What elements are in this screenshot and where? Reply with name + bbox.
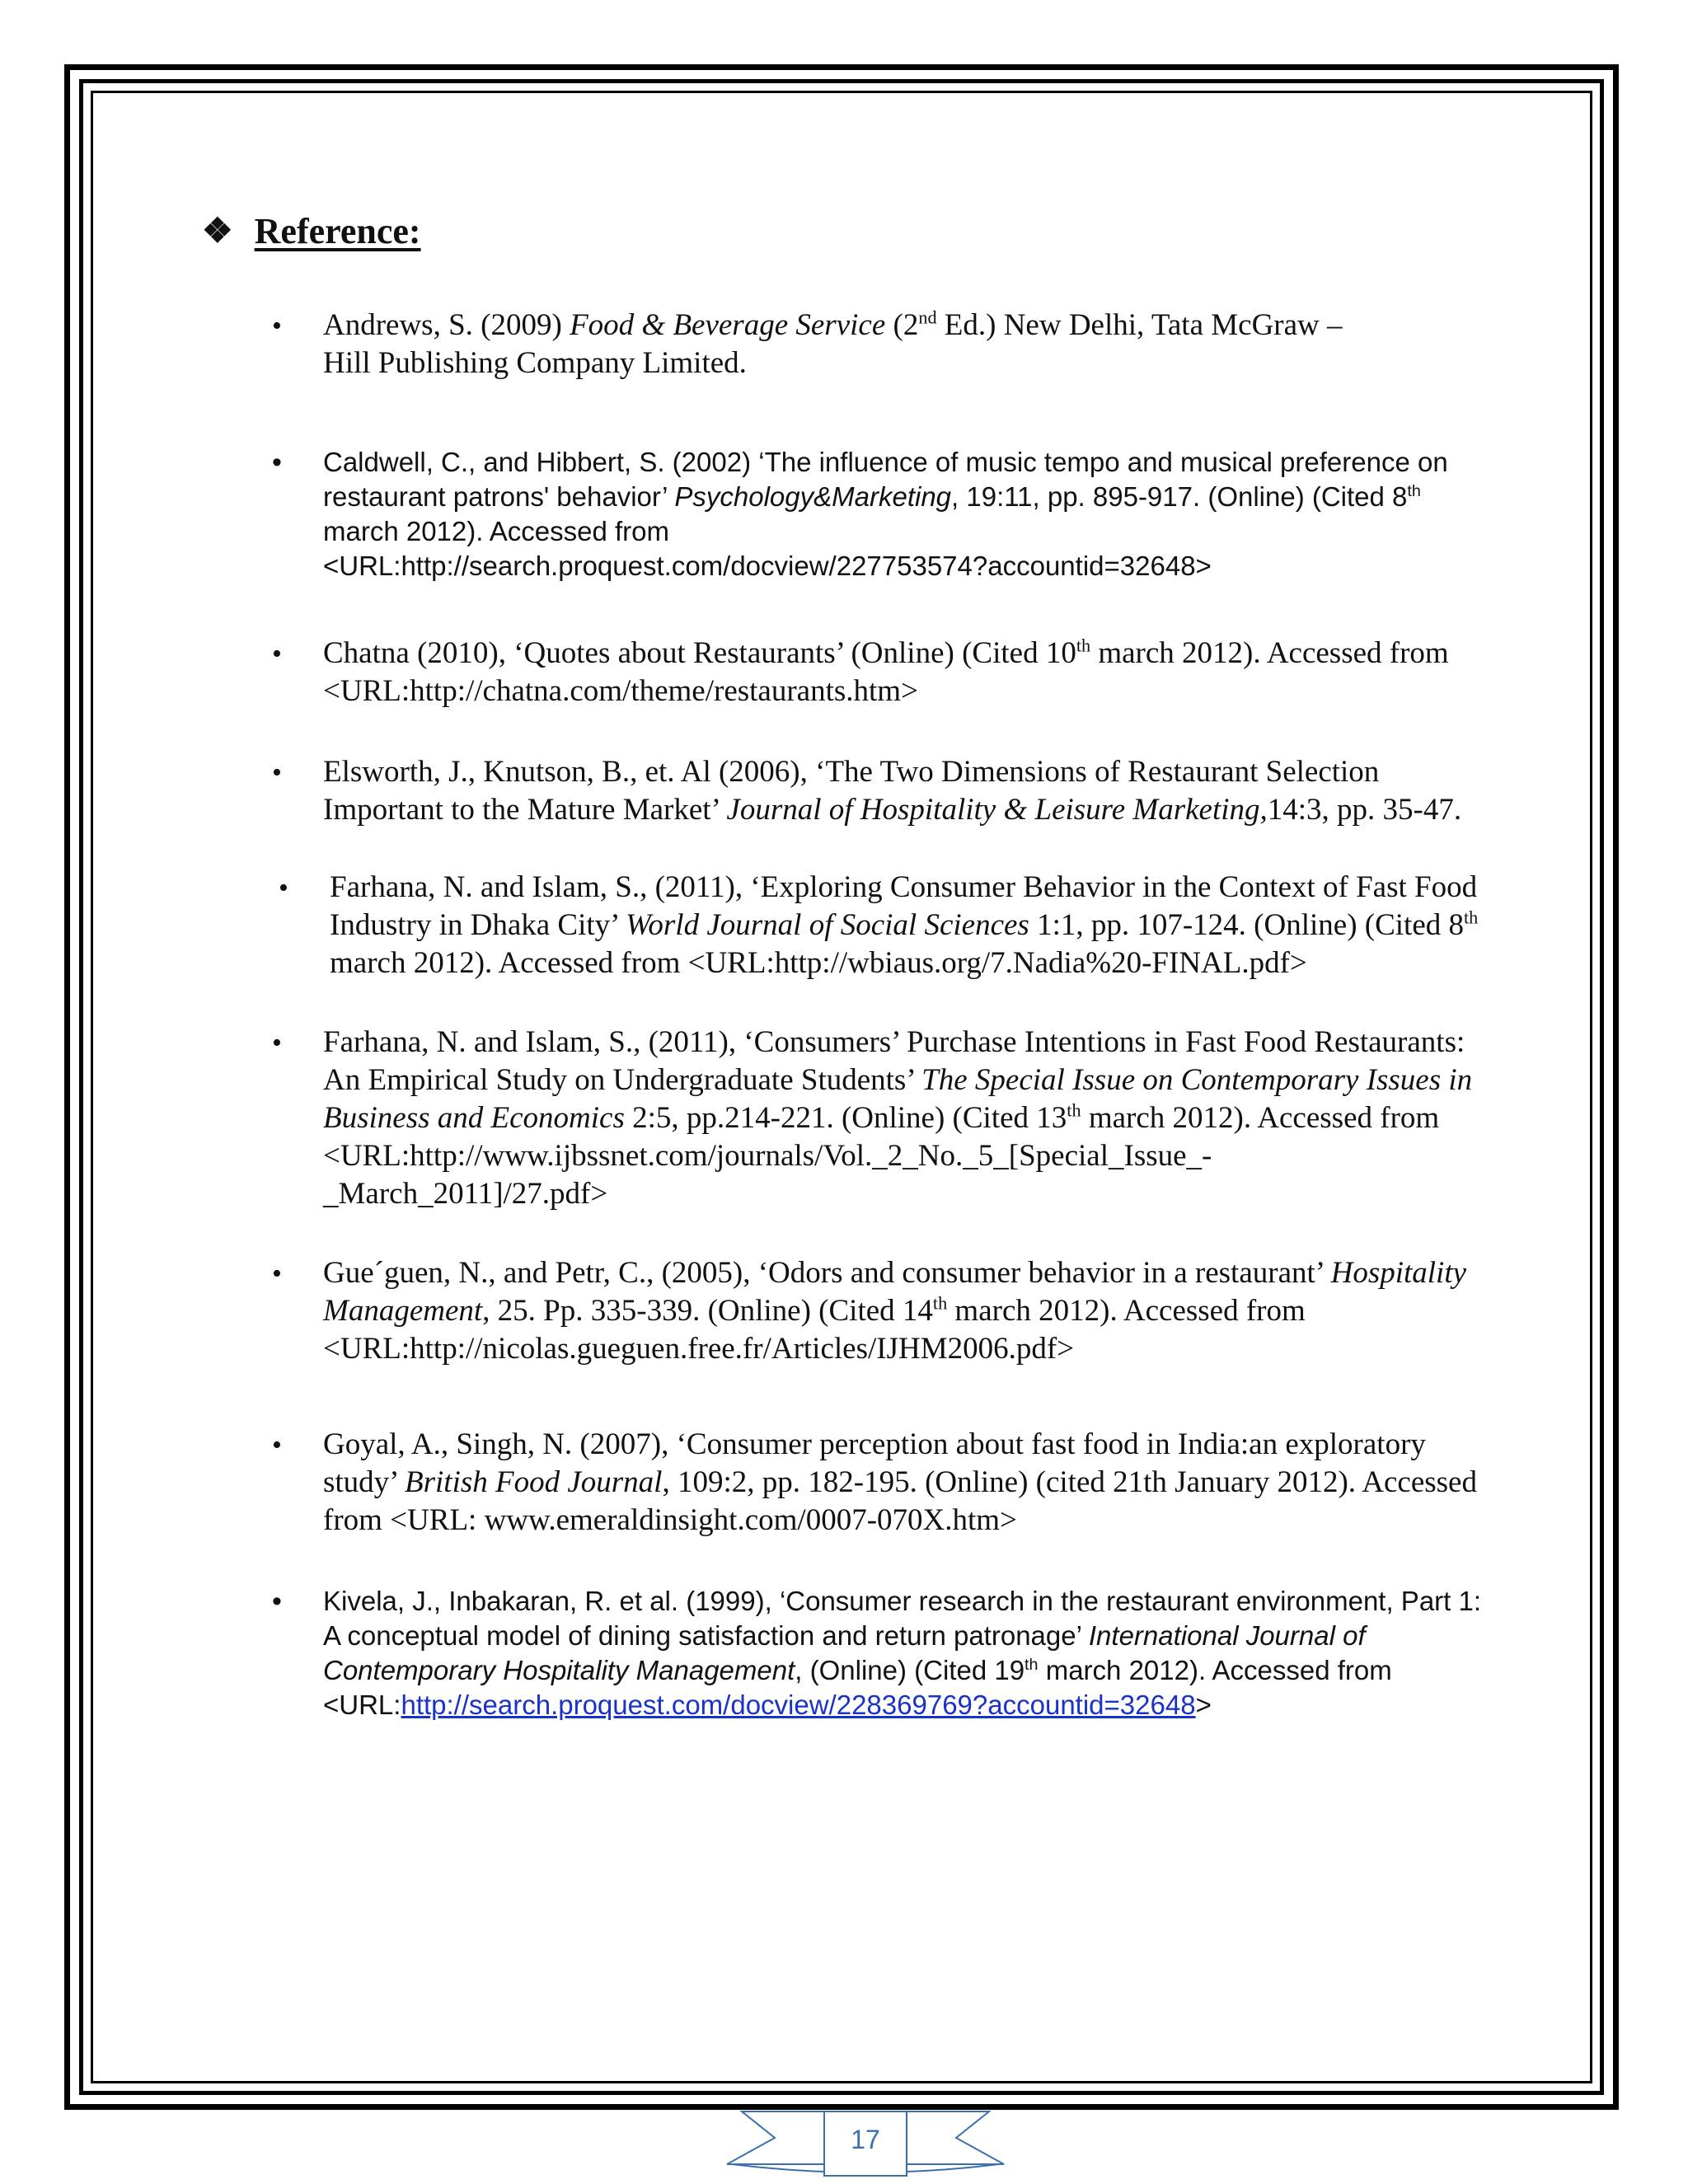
ref-text: , 19:11, pp. 895-917. (Online) (Cited 8: [951, 481, 1408, 512]
ref-text: 2:5, pp.214-221. (Online) (Cited 13: [624, 1101, 1067, 1135]
ref-text: , 109:2, pp. 182-195. (Online) (cited 21th January 2012). Accessed from <URL: www.emeraldinsight.com/0007-070X.htm>: [323, 1465, 1477, 1537]
bullet-icon: •: [272, 1258, 282, 1289]
ref-text: , 25. Pp. 335-339. (Online) (Cited 14: [482, 1294, 933, 1328]
ref-text: march 2012). Accessed from: [1081, 1101, 1440, 1135]
ref-text: Caldwell, C., and Hibbert, S. (2002) ‘The influence of music tempo and musical preference on restaurant patrons' behavior’: [323, 447, 1448, 512]
bullet-icon: •: [272, 1586, 282, 1617]
ref-text: Elsworth, J., Knutson, B., et. Al (2006), ‘The Two Dimensions of Restaurant Selection Important to the Mature Market’: [323, 755, 1380, 827]
ref-text: 14:3, pp. 35-47.: [1267, 793, 1462, 827]
ref-superscript: th: [1407, 482, 1421, 500]
ref-text: Goyal, A., Singh, N. (2007), ‘Consumer perception about fast food in India:an exploratory study’: [323, 1427, 1426, 1499]
reference-farhana-2011b: [264, 1024, 1484, 1213]
ref-journal: The Special Issue on Contemporary Issues in Business and Economics: [323, 1063, 1473, 1135]
ref-text: march 2012). Accessed from <URL:http://nicolas.gueguen.free.fr/Articles/IJHM2006.pdf>: [323, 1294, 1306, 1366]
ref-superscript: th: [1025, 1656, 1039, 1674]
ref-text: march 2012). Accessed from: [1038, 1655, 1392, 1685]
ref-text: march 2012). Accessed from <URL:http://chatna.com/theme/restaurants.htm>: [323, 636, 1449, 708]
ref-superscript: th: [1067, 1099, 1081, 1121]
ref-text: (2: [885, 308, 919, 342]
ref-journal: Hospitality Management: [323, 1256, 1467, 1328]
ref-journal: International Journal of Contemporary Hospitality Management: [323, 1620, 1366, 1685]
ref-text: Farhana, N. and Islam, S., (2011), ‘Exploring Consumer Behavior in the Context of Fast Food Industry in Dhaka City’: [330, 870, 1478, 942]
reference-list: [264, 307, 1484, 1722]
reference-elsworth: [264, 753, 1484, 829]
reference-kivela: [264, 1584, 1484, 1722]
bullet-icon: •: [272, 1028, 282, 1058]
reference-farhana-2011a: [264, 869, 1484, 982]
ref-text: march 2012). Accessed from <URL:http://wbiaus.org/7.Nadia%20-FINAL.pdf>: [330, 946, 1307, 980]
heading-title: Reference:: [254, 211, 421, 251]
ref-journal: Psychology&Marketing: [674, 481, 952, 512]
ref-journal: British Food Journal: [405, 1465, 663, 1499]
reference-goyal: [264, 1426, 1484, 1540]
ref-superscript: th: [1464, 907, 1479, 928]
ref-title: Food & Beverage Service: [570, 308, 886, 342]
reference-gueguen: [264, 1254, 1484, 1368]
ref-text: Ed.) New Delhi, Tata McGraw –: [936, 308, 1343, 342]
ref-url-suffix: >: [1195, 1690, 1212, 1720]
ref-text: Kivela, J., Inbakaran, R. et al. (1999), ‘Consumer research in the restaurant environment, Part 1: A conceptual model of dining satisfaction and return patronage’: [323, 1586, 1482, 1651]
ref-text: Farhana, N. and Islam, S., (2011), ‘Consumers’ Purchase Intentions in Fast Food Restaurants: An Empirical Study on Undergraduate Students’: [323, 1025, 1465, 1097]
page-number: 17: [851, 2125, 880, 2154]
diamond-bullet-icon: ❖: [202, 212, 233, 251]
bullet-icon: •: [279, 873, 288, 903]
ref-text: , (Online) (Cited 19: [795, 1655, 1025, 1685]
ref-superscript: th: [1076, 635, 1091, 656]
ref-journal: Journal of Hospitality & Leisure Marketing,: [726, 793, 1268, 827]
ref-text: Gue´guen, N., and Petr, C., (2005), ‘Odors and consumer behavior in a restaurant’: [323, 1256, 1331, 1290]
bullet-icon: •: [272, 639, 282, 669]
ref-superscript: th: [932, 1292, 948, 1314]
bullet-icon: •: [272, 1430, 282, 1460]
bullet-icon: •: [272, 447, 282, 478]
page-number-tab: [725, 2105, 1006, 2179]
reference-chatna: [264, 635, 1484, 710]
ref-url: <URL:http://www.ijbssnet.com/journals/Vol._2_No._5_[Special_Issue_-_March_2011]/27.pdf>: [323, 1139, 1212, 1211]
reference-andrews: [264, 307, 1484, 382]
bullet-icon: •: [272, 311, 282, 341]
reference-caldwell: [264, 445, 1484, 583]
section-heading: [202, 210, 421, 252]
ref-text: Andrews, S. (2009): [323, 308, 570, 342]
ref-text: march 2012). Accessed from: [323, 516, 670, 546]
ref-text: Hill Publishing Company Limited.: [323, 346, 747, 380]
ref-journal: World Journal of Social Sciences: [625, 908, 1029, 942]
ref-hyperlink[interactable]: http://search.proquest.com/docview/228369769?accountid=32648: [401, 1690, 1196, 1720]
ref-text: Chatna (2010), ‘Quotes about Restaurants’ (Online) (Cited 10: [323, 636, 1076, 670]
ref-text: 1:1, pp. 107-124. (Online) (Cited 8: [1029, 908, 1465, 942]
ref-url: <URL:http://search.proquest.com/docview/227753574?accountid=32648>: [323, 551, 1212, 581]
bullet-icon: •: [272, 757, 282, 788]
ref-superscript: nd: [918, 307, 937, 328]
ref-url-prefix: <URL:: [323, 1690, 401, 1720]
